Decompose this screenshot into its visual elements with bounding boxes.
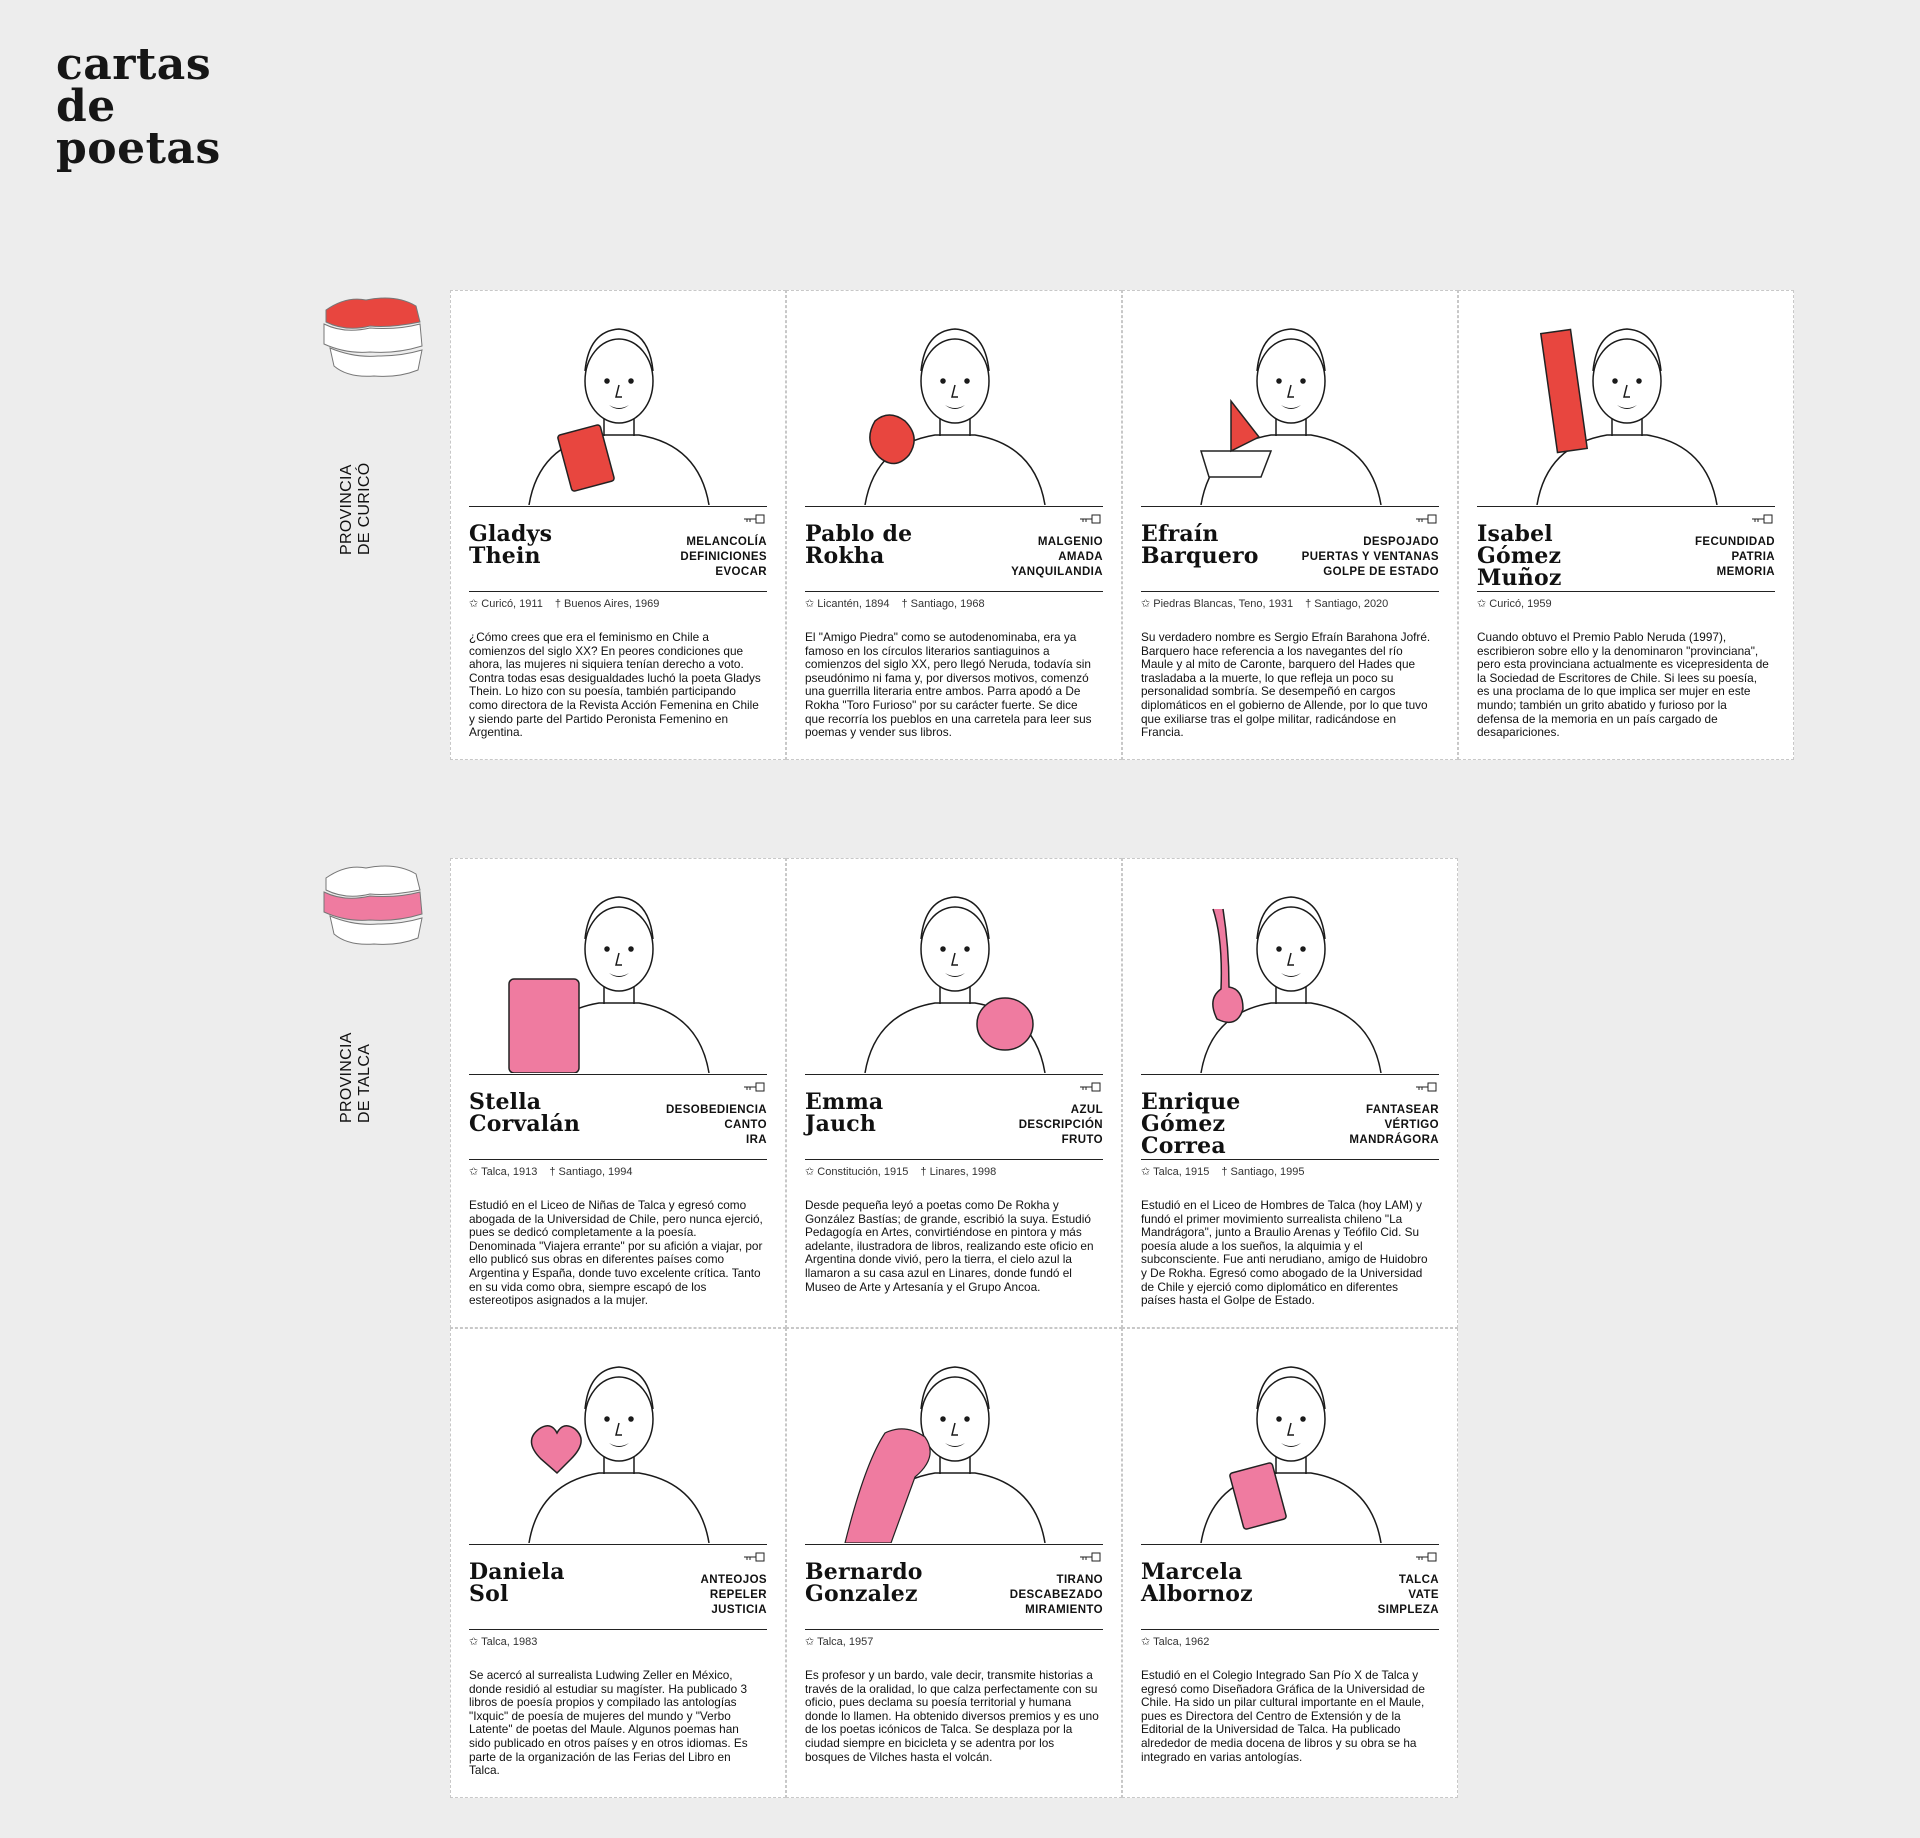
key-icon <box>1751 514 1773 524</box>
divider <box>1141 506 1439 507</box>
death-info: † Santiago, 2020 <box>1305 598 1389 610</box>
poet-dates <box>1141 1165 1305 1178</box>
poet-dates <box>1477 597 1564 610</box>
poet-name-line: Rokha <box>805 543 885 569</box>
trait-word: DESPOJADO <box>1363 536 1439 548</box>
poet-name <box>805 1091 955 1135</box>
province-label-line-2: DE TALCA <box>356 1043 373 1123</box>
logo-line-1: cartas <box>56 39 212 90</box>
trait-word: VÉRTIGO <box>1384 1119 1439 1131</box>
province-label <box>338 463 374 555</box>
poet-name <box>469 1561 619 1605</box>
poet-name <box>1477 523 1627 589</box>
poet-traits <box>701 1573 767 1618</box>
divider <box>1141 1629 1439 1630</box>
divider <box>469 1544 767 1545</box>
birth-info: ✩ Curicó, 1911 <box>469 598 543 610</box>
poet-name-line: Gómez <box>1477 543 1562 569</box>
trait-word: PUERTAS Y VENTANAS <box>1301 551 1439 563</box>
poet-traits <box>1302 535 1439 580</box>
poet-name-line: Marcela <box>1141 1559 1243 1585</box>
poet-dates <box>805 1165 996 1178</box>
poet-name-line: Thein <box>469 543 541 569</box>
trait-word: TALCA <box>1398 1574 1439 1586</box>
poet-traits <box>680 535 767 580</box>
trait-word: AZUL <box>1070 1104 1103 1116</box>
divider <box>805 1544 1103 1545</box>
poet-name-line: Corvalán <box>469 1111 581 1137</box>
key-icon <box>1415 514 1437 524</box>
poet-bio: El "Amigo Piedra" como se autodenominaba, era ya famoso en los círculos literarios santiaguinos a comienzos del siglo XX, pero llegó Neruda, todavía sin pseudónimo ni fama y, por diversos motivos, comenzó una guerrilla literaria entre ambos. Parra apodó a De Rokha "Toro Furioso" por su carácter fuerte. Se dice que recorría los pueblos en una carretela para leer sus poemas y vender sus libros. <box>805 630 1092 740</box>
divider <box>805 591 1103 592</box>
trait-word: MALGENIO <box>1037 536 1103 548</box>
poet-bio: Su verdadero nombre es Sergio Efraín Barahona Jofré. Barquero hace referencia a los navegantes del río Maule y al mito de Caronte, barquero del Hades que trasladaba a la muerte, lo que refleja un poco su personalidad sombría. Se desempeñó en cargos diplomáticos en el gobierno de Allende, por lo que tuvo que exiliarse tras el golpe militar, radicándose en Francia. <box>1141 630 1431 740</box>
portrait-illustration <box>1477 301 1777 505</box>
poet-card[interactable] <box>450 1328 786 1798</box>
poet-name-line: Gladys <box>469 521 553 547</box>
poet-bio: Estudió en el Liceo de Niñas de Talca y egresó como abogada de la Universidad de Chile, pero nunca ejerció, pues se dedicó completamente a la poesía. Denominada "Viajera errante" por su afición a viajar, por ello publicó sus obras en diferentes países como Argentina y España, donde tuvo excelente crítica. Tanto en su vida como obra, siempre escapó de los estereotipos asignados a la mujer. <box>469 1198 763 1308</box>
death-info: † Santiago, 1968 <box>901 598 985 610</box>
poet-bio: Es profesor y un bardo, vale decir, transmite historias a través de la oralidad, lo que calza perfectamente con su oficio, pues declama su poesía territorial y humana donde lo llamen. Ha obtenido diversos premios y es uno de los poetas icónicos de Talca. Se desplaza por la ciudad siempre en bicicleta y se adentra por los bosques de Vilches hasta el volcán. <box>805 1668 1099 1764</box>
poet-card[interactable] <box>786 1328 1122 1798</box>
key-icon <box>743 514 765 524</box>
death-info: † Santiago, 1995 <box>1221 1166 1305 1178</box>
province-header <box>310 858 430 1158</box>
poet-name-line: Sol <box>469 1581 509 1607</box>
key-icon <box>743 1552 765 1562</box>
province-label-line-1: PROVINCIA <box>338 464 355 555</box>
province-label-line-2: DE CURICÓ <box>356 462 373 555</box>
poet-name-line: Gonzalez <box>805 1581 918 1607</box>
divider <box>469 506 767 507</box>
poet-card[interactable] <box>1122 290 1458 760</box>
poet-traits <box>1019 1103 1103 1148</box>
key-icon <box>1079 1552 1101 1562</box>
key-icon <box>1079 1082 1101 1092</box>
cards-grid <box>450 858 1794 1798</box>
trait-word: MEMORIA <box>1716 566 1775 578</box>
poet-dates <box>469 597 659 610</box>
poet-name-line: Stella <box>469 1089 542 1115</box>
poet-name <box>469 1091 619 1135</box>
poet-name-line: Muñoz <box>1477 565 1562 591</box>
poet-card[interactable] <box>1122 1328 1458 1798</box>
poet-card[interactable] <box>786 858 1122 1328</box>
logo-line-2: de <box>56 81 116 132</box>
poet-card[interactable] <box>786 290 1122 760</box>
poet-traits <box>1010 1573 1103 1618</box>
divider <box>469 591 767 592</box>
poet-dates <box>469 1165 633 1178</box>
poet-name <box>805 1561 955 1605</box>
site-logo <box>56 39 221 174</box>
poet-name <box>1141 1091 1291 1157</box>
logo-line-3: poetas <box>56 123 221 174</box>
trait-word: GOLPE DE ESTADO <box>1323 566 1439 578</box>
portrait-illustration <box>1141 869 1441 1073</box>
trait-word: DESOBEDIENCIA <box>665 1104 767 1116</box>
portrait-illustration <box>1141 1339 1441 1543</box>
poet-name <box>1141 1561 1291 1605</box>
poet-card[interactable] <box>1458 290 1794 760</box>
poet-dates <box>805 597 985 610</box>
trait-word: DEFINICIONES <box>680 551 767 563</box>
portrait-illustration <box>1141 301 1441 505</box>
province-map <box>316 290 426 380</box>
trait-word: CANTO <box>724 1119 767 1131</box>
portrait-illustration <box>469 301 769 505</box>
province-map <box>316 858 426 948</box>
portrait-illustration <box>805 301 1105 505</box>
birth-info: ✩ Talca, 1962 <box>1141 1636 1210 1648</box>
trait-word: TIRANO <box>1056 1574 1103 1586</box>
poet-name-line: Albornoz <box>1141 1581 1253 1607</box>
trait-word: AMADA <box>1058 551 1103 563</box>
portrait-illustration <box>469 869 769 1073</box>
trait-word: FRUTO <box>1061 1134 1103 1146</box>
poet-name-line: Daniela <box>469 1559 565 1585</box>
poet-bio: Se acercó al surrealista Ludwing Zeller en México, donde residió al estudiar su magíster. Ha publicado 3 libros de poesía propios y compilado las antologías "Ixquic" de poesía de mujeres del mundo y "Verbo Latente" de poetas del Maule. Algunos poemas han sido publicado en otros países y en otros idiomas. Es parte de la organización de las Ferias del Libro en Talca. <box>469 1668 748 1778</box>
poet-name-line: Enrique <box>1141 1089 1241 1115</box>
divider <box>1141 1159 1439 1160</box>
portrait-illustration <box>805 869 1105 1073</box>
divider <box>1477 591 1775 592</box>
province-label <box>338 1032 374 1123</box>
divider <box>805 1159 1103 1160</box>
poet-name-line: Emma <box>805 1089 884 1115</box>
poet-name-line: Isabel <box>1477 521 1553 547</box>
trait-word: FECUNDIDAD <box>1694 536 1775 548</box>
birth-info: ✩ Constitución, 1915 <box>805 1166 909 1178</box>
trait-word: FANTASEAR <box>1365 1104 1439 1116</box>
poet-name-line: Pablo de <box>805 521 913 547</box>
trait-word: YANQUILANDIA <box>1011 566 1103 578</box>
poet-bio: ¿Cómo crees que era el feminismo en Chile a comienzos del siglo XX? En peores condiciones que ahora, las mujeres ni siquiera tenían derecho a voto. Contra todas esas desigualdades luchó la poeta Gladys Thein. Lo hizo con su poesía, también participando como directora de la Revista Acción Femenina en Chile y siendo parte del Partido Peronista Femenino en Argentina. <box>469 630 761 740</box>
death-info: † Santiago, 1994 <box>549 1166 633 1178</box>
poet-card[interactable] <box>1122 858 1458 1328</box>
trait-word: VATE <box>1408 1589 1439 1601</box>
trait-word: ANTEOJOS <box>700 1574 767 1586</box>
trait-word: JUSTICIA <box>711 1604 767 1616</box>
province-header <box>310 290 430 590</box>
key-icon <box>1079 514 1101 524</box>
portrait-illustration <box>805 1339 1105 1543</box>
poet-traits <box>1378 1573 1439 1618</box>
trait-word: PATRIA <box>1731 551 1775 563</box>
divider <box>1141 1544 1439 1545</box>
poet-card[interactable] <box>450 858 786 1328</box>
poet-name <box>469 523 619 567</box>
poet-name-line: Bernardo <box>805 1559 923 1585</box>
poet-traits <box>1695 535 1775 580</box>
birth-info: ✩ Licantén, 1894 <box>805 598 890 610</box>
poet-dates <box>469 1635 549 1648</box>
poet-name <box>1141 523 1291 567</box>
divider <box>805 506 1103 507</box>
poet-bio: Cuando obtuvo el Premio Pablo Neruda (1997), escribieron sobre ello y la denominaron "provinciana", pero esta provinciana actualmente es vicepresidenta de la Sociedad de Escritores de Chile. Si lees su poesía, es una proclama de lo que implica ser mujer en este mundo; también un grito abatido y furioso por la defensa de la memoria en un país cargado de desapariciones. <box>1477 630 1769 740</box>
trait-word: SIMPLEZA <box>1377 1604 1439 1616</box>
birth-info: ✩ Curicó, 1959 <box>1477 598 1552 610</box>
divider <box>469 1629 767 1630</box>
trait-word: DESCABEZADO <box>1009 1589 1103 1601</box>
trait-word: MANDRÁGORA <box>1349 1134 1439 1146</box>
trait-word: MIRAMIENTO <box>1025 1604 1103 1616</box>
poet-dates <box>1141 1635 1221 1648</box>
key-icon <box>1415 1082 1437 1092</box>
trait-word: MELANCOLÍA <box>686 536 767 548</box>
divider <box>805 1629 1103 1630</box>
poet-name-line: Correa <box>1141 1133 1226 1159</box>
birth-info: ✩ Talca, 1913 <box>469 1166 538 1178</box>
poet-bio: Estudió en el Colegio Integrado San Pío X de Talca y egresó como Diseñadora Gráfica de la Universidad de Chile. Ha sido un pilar cultural importante en el Maule, pues es Directora del Centro de Extensión y de la Editorial de la Universidad de Talca. Ha publicado alrededor de media docena de libros y su obra se ha integrado en varias antologías. <box>1141 1668 1425 1764</box>
divider <box>1477 506 1775 507</box>
key-icon <box>1415 1552 1437 1562</box>
poet-bio: Estudió en el Liceo de Hombres de Talca (hoy LAM) y fundó el primer movimiento surrealista chileno "La Mandrágora", junto a Braulio Arenas y Teófilo Cid. Su poesía alude a los sueños, la alquimia y el subconsciente. Fue anti nerudiano, amigo de Huidobro y De Rokha. Egresó como abogado de la Universidad de Chile y ejerció como diplomático en diferentes países hasta el Golpe de Estado. <box>1141 1198 1428 1308</box>
poet-dates <box>1141 597 1388 610</box>
portrait-illustration <box>469 1339 769 1543</box>
poet-name <box>805 523 955 567</box>
poet-traits <box>1011 535 1103 580</box>
cards-grid <box>450 290 1794 760</box>
province-label-line-1: PROVINCIA <box>338 1032 355 1123</box>
birth-info: ✩ Talca, 1983 <box>469 1636 538 1648</box>
poet-name-line: Efraín <box>1141 521 1219 547</box>
trait-word: IRA <box>745 1134 767 1146</box>
trait-word: EVOCAR <box>715 566 767 578</box>
key-icon <box>743 1082 765 1092</box>
poet-name-line: Barquero <box>1141 543 1259 569</box>
poet-card[interactable] <box>450 290 786 760</box>
divider <box>1141 591 1439 592</box>
poet-bio: Desde pequeña leyó a poetas como De Rokha y González Bastías; de grande, escribió la suya. Estudió Pedagogía en Artes, convirtiéndose en pintora y más adelante, ilustradora de libros, realizando este oficio en Argentina donde vivió, pero la tierra, el cielo azul la llamaron a su casa azul en Linares, donde fundó el Museo de Arte y Artesanía y el Grupo Ancoa. <box>805 1198 1094 1294</box>
divider <box>469 1159 767 1160</box>
divider <box>805 1074 1103 1075</box>
poet-traits <box>666 1103 767 1148</box>
divider <box>1141 1074 1439 1075</box>
poet-name-line: Gómez <box>1141 1111 1226 1137</box>
birth-info: ✩ Talca, 1957 <box>805 1636 874 1648</box>
poet-dates <box>805 1635 885 1648</box>
death-info: † Buenos Aires, 1969 <box>554 598 660 610</box>
death-info: † Linares, 1998 <box>920 1166 997 1178</box>
birth-info: ✩ Piedras Blancas, Teno, 1931 <box>1141 598 1294 610</box>
trait-word: DESCRIPCIÓN <box>1018 1119 1103 1131</box>
poet-traits <box>1349 1103 1439 1148</box>
trait-word: REPELER <box>709 1589 767 1601</box>
divider <box>469 1074 767 1075</box>
birth-info: ✩ Talca, 1915 <box>1141 1166 1210 1178</box>
poet-name-line: Jauch <box>805 1111 877 1137</box>
